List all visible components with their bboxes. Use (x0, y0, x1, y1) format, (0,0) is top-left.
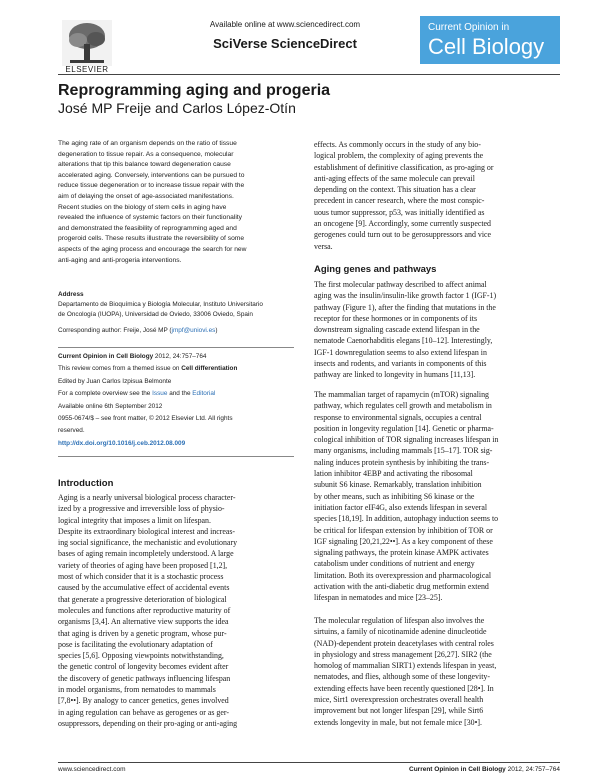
intro-line: the discovery of genetic pathways influencing lifespan (58, 673, 231, 683)
body-line: downstream signaling cascade extend lifespan in the (314, 325, 480, 335)
body-line: depending on the context. This situation has a clear (314, 185, 476, 195)
introduction-heading: Introduction (58, 478, 114, 489)
intro-line: ing social significance, the mechanistic and evolutionary (58, 538, 238, 548)
address-line: Departamento de Bioquímica y Biología Molecular, Instituto Universitario (58, 301, 263, 308)
address-line: de Oncología (IUOPA), Universidad de Oviedo, 33006 Oviedo, Spain (58, 311, 253, 318)
body-line: improvement but not longer lifespan [29], while Sirt6 (314, 706, 484, 716)
body-line: IGF-1 downregulation seems to also extend lifespan in (314, 347, 487, 357)
intro-line: variety of theories of aging have been proposed [1,2], (58, 560, 228, 570)
body-line: cological inhibition of TOR signaling increases lifespan in (314, 435, 499, 445)
abstract-line: Recent studies on the biology of stem cells in aging have (58, 203, 227, 211)
header-divider (58, 74, 560, 75)
body-line: pathway, which regulates cell growth and metabolism in (314, 401, 492, 411)
journal-banner-line1: Current Opinion in (428, 22, 510, 33)
intro-line: the genetic control of longevity becomes evident after (58, 662, 229, 672)
abstract-line: progeroid cells. These results illustrate the reversibility of some (58, 235, 245, 243)
body-line: activation with the anti-diabetic drug metformin extend (314, 582, 489, 592)
citation-details: 2012, 24:757–764 (153, 353, 207, 360)
citation-top-rule (58, 347, 294, 348)
intro-line: that aging is driven by a genetic program, whose pur- (58, 628, 227, 638)
body-line: response to environmental signals, occupies a central (314, 412, 482, 422)
abstract-line: and demonstrated the feasibility of reprogramming aged and (58, 224, 237, 232)
body-line: aging was the insulin/insulin-like growth factor 1 (IGF-1) (314, 291, 497, 301)
copyright-line: 0955-0674/$ – see front matter, © 2012 Elsevier Ltd. All rights (58, 415, 233, 423)
intro-line: osuppressors, depending on their pro-aging or anti-aging (58, 718, 238, 728)
body-line: The first molecular pathway described to affect animal (314, 280, 487, 289)
journal-banner-line2: Cell Biology (428, 34, 545, 59)
body-line: (NAD)-dependent protein deacetylases with central roles (314, 638, 494, 648)
abstract-line: anti-aging and anti-progeria interventions. (58, 256, 182, 264)
citation-bottom-rule (58, 456, 294, 457)
body-line: lifespan in nematodes and mice [23–25]. (314, 593, 443, 603)
doi-link[interactable]: http://dx.doi.org/10.1016/j.ceb.2012.08.009 (58, 439, 186, 447)
body-line: in physiology and stress management [26,27]. SIR2 (the (314, 649, 492, 659)
body-line: sirtuins, a family of nicotinamide adenine dinucleotide (314, 627, 487, 637)
body-line: precedent in cancer research, where the most conspic- (314, 196, 485, 206)
intro-line: Aging is a nearly universal biological process character- (58, 493, 236, 502)
body-line: nematode Caenorhabditis elegans [10–12]. Interestingly, (314, 336, 493, 346)
body-line: many organisms, including mammals [15–17]. TOR sig- (314, 446, 493, 456)
publisher-logo-text: ELSEVIER (65, 65, 109, 74)
intro-line: that generate a progressive deterioration of biological (58, 594, 227, 604)
abstract-line: The aging rate of an organism depends on the ratio of tissue (58, 140, 237, 147)
body-line: subunit S6 kinase. Remarkably, translation inhibition (314, 480, 482, 490)
aging-genes-para2 (314, 389, 560, 604)
intro-line: organisms [3,4]. An alternative view supports the idea (58, 617, 229, 627)
footer-citation: Current Opinion in Cell Biology 2012, 24:757–764 (409, 766, 560, 773)
abstract-line: reduce tissue degeneration or to increase tissue repair with the (58, 182, 245, 190)
body-line: pathway are linked to longevity in humans [11,13]. (314, 370, 476, 380)
body-line: nematodes, and flies, although some of these longevity- (314, 672, 490, 682)
body-line: an oncogene [9]. Accordingly, some currently suspected (314, 219, 491, 229)
abstract-line: revealed the influence of systemic factors on their functionality (58, 214, 243, 222)
article-title: Reprogramming aging and progeria (58, 82, 331, 99)
body-line: receptor for these hormones or in components of its (314, 313, 478, 323)
copyright-line-2: reserved. (58, 427, 85, 435)
issue-link[interactable]: Issue (152, 390, 168, 398)
footer-divider (58, 762, 560, 763)
introduction-text (58, 492, 294, 729)
abstract-line: aim of delaying the onset of age-associated manifestations. (58, 192, 234, 200)
edited-by: Edited by Juan Carlos Izpisua Belmonte (58, 377, 172, 385)
intro-line: in aging regulation can behave as gerogenes or as ger- (58, 707, 229, 717)
body-line: mice, Sirt1 overexpression orchestrates overall health (314, 695, 484, 705)
body-line: by other means, such as inhibiting S6 kinase or the (314, 491, 475, 501)
abstract-line: degeneration to tissue repair. As a consequence, molecular (58, 150, 234, 158)
aging-genes-heading: Aging genes and pathways (314, 264, 437, 275)
footer-website[interactable]: www.sciencedirect.com (58, 766, 126, 773)
body-line: uous tumor suppressor, p53, was initially identified as (314, 207, 485, 217)
body-line: insects and rodents, and variants in components of this (314, 359, 487, 369)
abstract-line: aspects of the aging process and encourage the search for new (58, 245, 247, 253)
elsevier-tree-logo (62, 20, 112, 66)
body-line: The molecular regulation of lifespan also involves the (314, 616, 485, 625)
body-line: homolog of mammalian SIRT1) extends lifespan in yeast, (314, 661, 497, 671)
body-line: lation inhibitor 4EBP and activating the ribosomal (314, 469, 473, 479)
body-line: signaling pathways, the protein kinase AMPK activates (314, 548, 489, 558)
body-line: versa. (314, 241, 333, 251)
abstract-line: accelerated aging. Conversely, interventions can be pursued to (58, 171, 245, 179)
body-line: IGF signaling [20,21,22••]. As a key component of these (314, 536, 493, 546)
abstract-line: alterations that tip this balance toward degeneration cause (58, 161, 231, 169)
body-line: position in longevity regulation [14]. Genetic or pharma- (314, 423, 494, 433)
article-authors: José MP Freije and Carlos López-Otín (58, 100, 296, 116)
body-line: logical problem, the complexity of aging prevents the (314, 151, 484, 161)
editorial-link[interactable]: Editorial (192, 390, 216, 398)
citation-block: Current Opinion in Cell Biology 2012, 24:757–764 This review comes from a themed issue on Cell differentiation Edited by Juan Carlos Izpisua Belmonte For a complete overview see the Issue and the Editorial Available online 6th September 2012 0955-0674/$ – see front matter, © 2012 Elsevier Ltd. All rights reserved. http://dx.doi.org/10.1016/j.ceb.2012.08.009 (58, 351, 294, 450)
body-line: limitation. Both its overexpression and pharmacological (314, 570, 492, 580)
corresponding-author: Corresponding author: Freije, José MP (jmpf@uniovi.es) (58, 327, 218, 334)
address-block (58, 290, 294, 336)
intro-line: pose is facilitating the evolutionary adaptation of (58, 639, 213, 649)
intro-line: [7,8••]. By analogy to cancer genetics, genes involved (58, 696, 229, 706)
body-line: establishment of definitive classification, as pro-aging or (314, 162, 494, 172)
intro-line: most of which consider that it is a stochastic process (58, 572, 224, 582)
available-online-date: Available online 6th September 2012 (58, 402, 163, 410)
intro-line: molecules and functions after reproductive maturity of (58, 605, 231, 615)
aging-genes-para3 (314, 615, 560, 728)
body-line: extends longevity in male, but not female mice [30•]. (314, 717, 482, 727)
body-line: pathway (Figure 1), after the finding that mutations in the (314, 302, 496, 312)
platform-name: SciVerse ScienceDirect (213, 36, 357, 51)
intro-line: ized by a progressive and irreversible loss of physio- (58, 504, 225, 514)
body-line: initiation factor eIF4G, also extends lifespan in several (314, 502, 488, 512)
body-line: extending effects have been recently questioned [28•]. In (314, 683, 494, 693)
body-line: be critical for lifespan extension by inhibition of TOR or (314, 525, 493, 535)
address-heading: Address (58, 291, 84, 298)
intro-line: in model organisms, from nematodes to mammals (58, 685, 216, 695)
intro-line: caused by the accumulative effect of accidental events (58, 583, 230, 593)
aging-genes-para1 (314, 279, 560, 381)
intro-line: species [5,6]. Opposing viewpoints notwithstanding, (58, 651, 224, 661)
journal-banner (420, 16, 560, 64)
available-online-line[interactable]: Available online at www.sciencedirect.com (209, 20, 361, 29)
abstract (58, 139, 294, 266)
body-line: species [18,19]. In addition, autophagy induction seems to (314, 514, 499, 524)
body-line: naling induces protein synthesis by inhibiting the trans- (314, 457, 490, 467)
corresponding-email-link[interactable]: jmpf@uniovi.es (171, 327, 216, 334)
body-line: gerogenes could turn out to be gerosuppressors and vice (314, 230, 492, 240)
intro-line: Despite its extraordinary biological interest and increas- (58, 526, 236, 536)
intro-line: bases of aging remain incompletely understood. A large (58, 549, 234, 559)
body-line: The mammalian target of rapamycin (mTOR) signaling (314, 390, 490, 399)
body-line: anti-aging effects of the same molecule can prevail (314, 173, 475, 183)
intro-continued-text (314, 139, 560, 252)
themed-issue-name: Cell differentiation (181, 365, 238, 373)
intro-line: logical integrity that imposes a limit on lifespan. (58, 515, 211, 525)
body-line: effects. As commonly occurs in the study of any bio- (314, 140, 481, 149)
body-line: catabolism under conditions of nutrient and energy (314, 559, 475, 569)
citation-journal: Current Opinion in Cell Biology (58, 353, 154, 360)
